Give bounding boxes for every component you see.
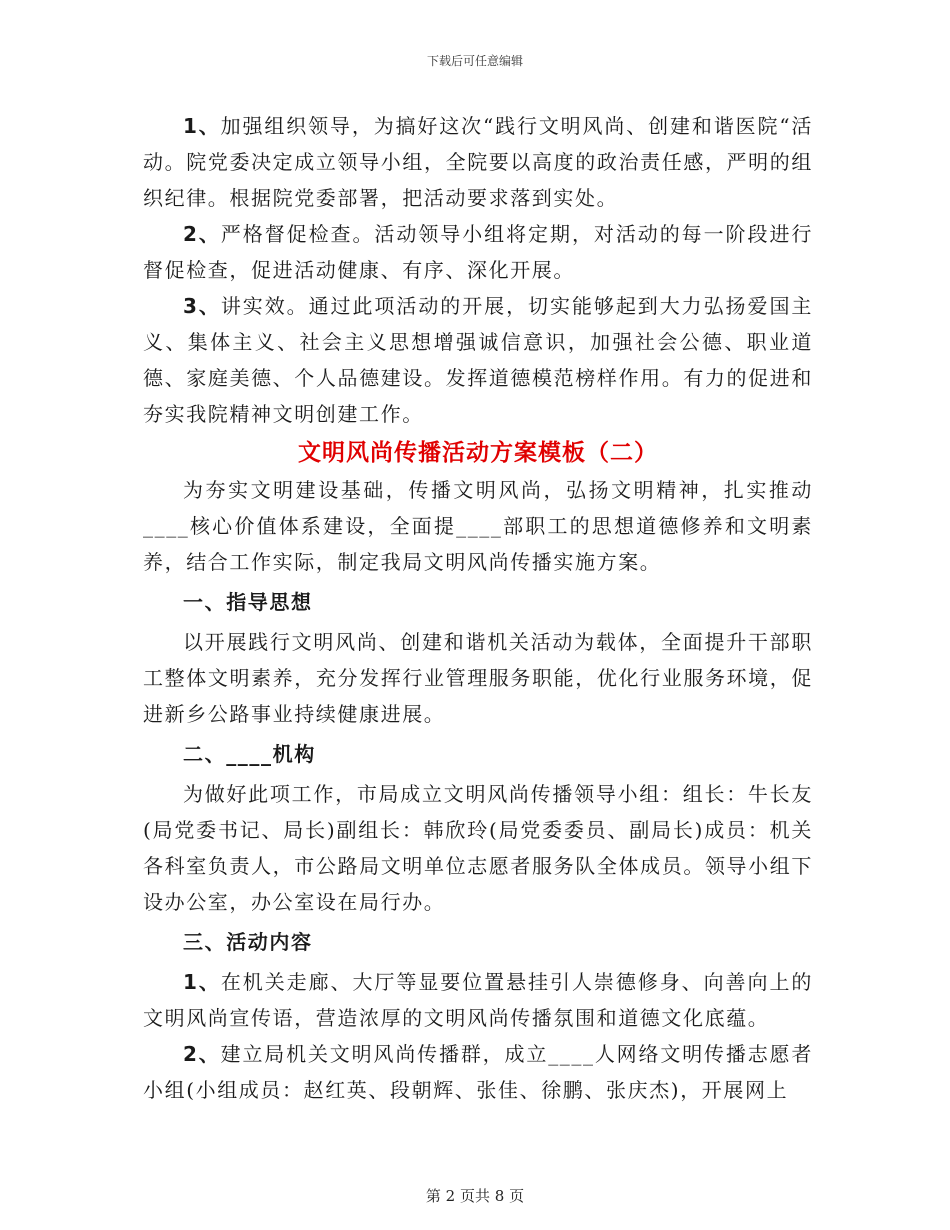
page-footer: 第 2 页共 8 页	[425, 1187, 525, 1205]
paragraph-text: 加强组织领导，为搞好这次“践行文明风尚、创建和谐医院“活动。院党委决定成立领导小组，全院要以高度的政治责任感，严明的组织纪律。根据院党委部署，把活动要求落到实处。	[143, 114, 814, 210]
paragraph-text: 严格督促检查。活动领导小组将定期，对活动的每一阶段进行督促检查，促进活动健康、有序、深化开展。	[143, 222, 813, 282]
activity-item-2	[143, 1036, 813, 1108]
paragraph-text: 讲实效。通过此项活动的开展，切实能够起到大力弘扬爱国主义、集体主义、社会主义思想增强诚信意识，加强社会公德、职业道德、家庭美德、个人品德建设。发挥道德模范榜样作用。有力的促进和夯实我院精神文明创建工作。	[143, 294, 813, 426]
organization-text: 为做好此项工作，市局成立文明风尚传播领导小组：组长：牛长友(局党委书记、局长)副组长：韩欣玲(局党委委员、副局长)成员：机关各科室负责人，市公路局文明单位志愿者服务队全体成员。领导小组下设办公室，办公室设在局行办。	[143, 782, 813, 914]
activity-item-1	[143, 964, 813, 1036]
heading-organization: 二、____机构	[183, 742, 316, 766]
paragraph-2	[143, 216, 813, 288]
item-number: 2、	[183, 1042, 221, 1066]
paragraph-text: 建立局机关文明风尚传播群，成立____人网络文明传播志愿者小组(小组成员：赵红英、段朝辉、张佳、徐鹏、张庆杰)，开展网上	[143, 1042, 813, 1102]
intro-paragraph: 为夯实文明建设基础，传播文明风尚，弘扬文明精神，扎实推动____核心价值体系建设，全面提____部职工的思想道德修养和文明素养，结合工作实际，制定我局文明风尚传播实施方案。	[143, 478, 813, 574]
heading-activity-content: 三、活动内容	[183, 930, 313, 954]
paragraph-1	[143, 108, 813, 216]
page-header: 下载后可任意编辑	[426, 54, 523, 68]
item-number: 2、	[183, 222, 221, 246]
item-number: 1、	[183, 114, 221, 138]
document-body	[143, 108, 813, 1108]
paragraph-text: 在机关走廊、大厅等显要位置悬挂引人崇德修身、向善向上的文明风尚宣传语，营造浓厚的文明风尚传播氛围和道德文化底蕴。	[143, 970, 813, 1030]
item-number: 3、	[183, 294, 221, 318]
paragraph-3	[143, 288, 813, 432]
guiding-ideology-text: 以开展践行文明风尚、创建和谐机关活动为载体，全面提升干部职工整体文明素养，充分发挥行业管理服务职能，优化行业服务环境，促进新乡公路事业持续健康进展。	[143, 630, 813, 726]
heading-guiding-ideology: 一、指导思想	[183, 590, 313, 614]
item-number: 1、	[183, 970, 221, 994]
section-title: 文明风尚传播活动方案模板（二）	[298, 439, 658, 466]
